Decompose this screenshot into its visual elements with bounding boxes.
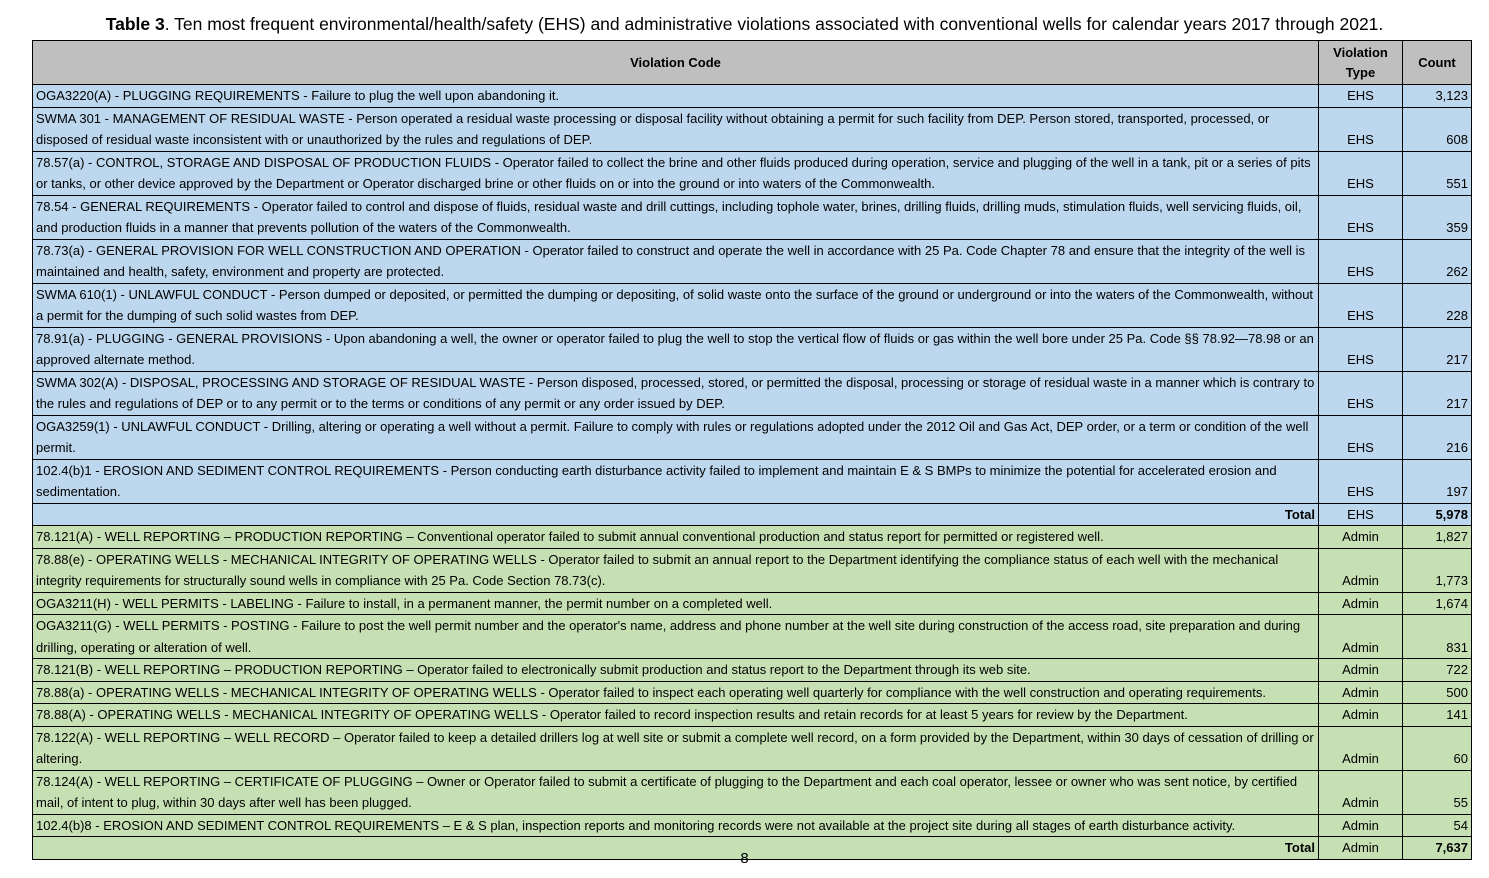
table-row: [33, 770, 1472, 814]
table-row: [33, 371, 1472, 415]
violation-code: 78.91(a) - PLUGGING - GENERAL PROVISIONS - Upon abandoning a well, the owner or operator failed to plug the well to stop the vertical flow of fluids or gas within the well bore under 25 Pa. Code §§ 78.92—78.98 or an approved alternate method.: [33, 327, 1319, 371]
violation-code: 78.121(B) - WELL REPORTING – PRODUCTION REPORTING – Operator failed to electronically submit production and status report to the Department through its web site.: [33, 659, 1319, 682]
table-row: [33, 107, 1472, 151]
table-row: [33, 85, 1472, 108]
violation-type: Admin: [1319, 548, 1403, 592]
table-row: [33, 195, 1472, 239]
violation-count: 551: [1403, 151, 1472, 195]
violation-code: 78.124(A) - WELL REPORTING – CERTIFICATE OF PLUGGING – Owner or Operator failed to submit a certificate of plugging to the Department and each coal operator, lessee or owner who was sent notice, by certified mail, of intent to plug, within 30 days after well has been plugged.: [33, 770, 1319, 814]
violation-code: OGA3220(A) - PLUGGING REQUIREMENTS - Failure to plug the well upon abandoning it.: [33, 85, 1319, 108]
violation-type: Admin: [1319, 615, 1403, 659]
violation-code: 78.73(a) - GENERAL PROVISION FOR WELL CONSTRUCTION AND OPERATION - Operator failed to construct and operate the well in accordance with 25 Pa. Code Chapter 78 and ensure that the integrity of the well is maintained and health, safety, environment and property are protected.: [33, 239, 1319, 283]
table-row: [33, 327, 1472, 371]
violation-code: OGA3211(H) - WELL PERMITS - LABELING - Failure to install, in a permanent manner, the permit number on a completed well.: [33, 592, 1319, 615]
caption-text: . Ten most frequent environmental/health/safety (EHS) and administrative violations associated with conventional wells for calendar years 2017 through 2021.: [164, 14, 1384, 34]
violation-type: EHS: [1319, 371, 1403, 415]
caption-label: Table 3: [105, 14, 165, 34]
table-row: [33, 659, 1472, 682]
violation-type: Admin: [1319, 592, 1403, 615]
violation-count: 262: [1403, 239, 1472, 283]
violation-code: 78.88(a) - OPERATING WELLS - MECHANICAL INTEGRITY OF OPERATING WELLS - Operator failed to inspect each operating well quarterly for compliance with the well construction and operating requirements.: [33, 681, 1319, 704]
violation-count: 1,827: [1403, 526, 1472, 549]
table-row: [33, 548, 1472, 592]
violation-count: 55: [1403, 770, 1472, 814]
violation-code: 78.122(A) - WELL REPORTING – WELL RECORD – Operator failed to keep a detailed drillers log at well site or submit a complete well record, on a form provided by the Department, within 30 days of cessation of drilling or altering.: [33, 726, 1319, 770]
table-row: [33, 592, 1472, 615]
violation-type: Admin: [1319, 659, 1403, 682]
violation-type: EHS: [1319, 327, 1403, 371]
violation-type: EHS: [1319, 239, 1403, 283]
violation-count: 831: [1403, 615, 1472, 659]
violation-count: 216: [1403, 415, 1472, 459]
violation-type: EHS: [1319, 459, 1403, 503]
violation-code: OGA3259(1) - UNLAWFUL CONDUCT - Drilling, altering or operating a well without a permit. Failure to comply with rules or regulations adopted under the 2012 Oil and Gas Act, DEP order, or a term or condition of the well permit.: [33, 415, 1319, 459]
table-row: [33, 415, 1472, 459]
table-row: [33, 239, 1472, 283]
header-row: [33, 41, 1472, 85]
table-row: [33, 151, 1472, 195]
total-type: Admin: [1319, 837, 1403, 860]
total-type: EHS: [1319, 503, 1403, 526]
violation-code: OGA3211(G) - WELL PERMITS - POSTING - Failure to post the well permit number and the operator's name, address and phone number at the well site during construction of the access road, site preparation and during drilling, operating or alteration of well.: [33, 615, 1319, 659]
violation-count: 1,773: [1403, 548, 1472, 592]
violation-code: 102.4(b)1 - EROSION AND SEDIMENT CONTROL REQUIREMENTS - Person conducting earth disturbance activity failed to implement and maintain E & S BMPs to minimize the potential for accelerated erosion and sedimentation.: [33, 459, 1319, 503]
violation-type: EHS: [1319, 85, 1403, 108]
violation-type: Admin: [1319, 726, 1403, 770]
total-label: Total: [33, 503, 1319, 526]
table-row: [33, 526, 1472, 549]
violation-type: Admin: [1319, 704, 1403, 727]
violation-count: 608: [1403, 107, 1472, 151]
violation-code: SWMA 610(1) - UNLAWFUL CONDUCT - Person dumped or deposited, or permitted the dumping or depositing, of solid waste onto the surface of the ground or underground or into the waters of the Commonwealth, without a permit for the dumping of such solid wastes from DEP.: [33, 283, 1319, 327]
violation-code: 78.121(A) - WELL REPORTING – PRODUCTION REPORTING – Conventional operator failed to submit annual conventional production and status report for permitted or registered well.: [33, 526, 1319, 549]
violation-count: 228: [1403, 283, 1472, 327]
violation-count: 54: [1403, 814, 1472, 837]
table-row: [33, 704, 1472, 727]
violations-table: [32, 40, 1472, 860]
table-row: [33, 814, 1472, 837]
violation-type: Admin: [1319, 770, 1403, 814]
violation-count: 141: [1403, 704, 1472, 727]
violation-count: 359: [1403, 195, 1472, 239]
violation-count: 500: [1403, 681, 1472, 704]
violation-type: EHS: [1319, 283, 1403, 327]
total-count: 5,978: [1403, 503, 1472, 526]
header-violation-type: Violation Type: [1319, 41, 1403, 85]
violation-code: 78.57(a) - CONTROL, STORAGE AND DISPOSAL OF PRODUCTION FLUIDS - Operator failed to collect the brine and other fluids produced during operation, service and plugging of the well in a tank, pit or a series of pits or tanks, or other device approved by the Department or Operator discharged brine or other fluids on or into the ground or into waters of the Commonwealth.: [33, 151, 1319, 195]
violation-type: Admin: [1319, 526, 1403, 549]
violation-count: 197: [1403, 459, 1472, 503]
table-row: [33, 459, 1472, 503]
total-label: Total: [33, 837, 1319, 860]
violation-count: 60: [1403, 726, 1472, 770]
violation-code: 78.88(A) - OPERATING WELLS - MECHANICAL INTEGRITY OF OPERATING WELLS - Operator failed to record inspection results and retain records for at least 5 years for review by the Department.: [33, 704, 1319, 727]
table-row: [33, 615, 1472, 659]
page-number: 8: [740, 850, 749, 867]
violation-type: EHS: [1319, 107, 1403, 151]
violation-type: Admin: [1319, 814, 1403, 837]
violation-code: 78.88(e) - OPERATING WELLS - MECHANICAL INTEGRITY OF OPERATING WELLS - Operator failed to submit an annual report to the Department identifying the compliance status of each well with the mechanical integrity requirements for structurally sound wells in compliance with 25 Pa. Code Section 78.73(c).: [33, 548, 1319, 592]
table-row: [33, 681, 1472, 704]
violation-code: 78.54 - GENERAL REQUIREMENTS - Operator failed to control and dispose of fluids, residual waste and drill cuttings, including tophole water, brines, drilling fluids, drilling muds, stimulation fluids, well servicing fluids, oil, and production fluids in a manner that prevents pollution of the waters of the Commonwealth.: [33, 195, 1319, 239]
header-count: Count: [1403, 41, 1472, 85]
violation-code: 102.4(b)8 - EROSION AND SEDIMENT CONTROL REQUIREMENTS – E & S plan, inspection reports and monitoring records were not available at the project site during all stages of earth disturbance activity.: [33, 814, 1319, 837]
violation-type: EHS: [1319, 415, 1403, 459]
violation-count: 3,123: [1403, 85, 1472, 108]
header-violation-code: Violation Code: [33, 41, 1319, 85]
violation-type: EHS: [1319, 151, 1403, 195]
violation-count: 1,674: [1403, 592, 1472, 615]
violation-type: EHS: [1319, 195, 1403, 239]
violation-code: SWMA 301 - MANAGEMENT OF RESIDUAL WASTE - Person operated a residual waste processing or disposal facility without obtaining a permit for such facility from DEP. Person stored, transported, processed, or disposed of residual waste inconsistent with or unauthorized by the rules and regulations of DEP.: [33, 107, 1319, 151]
table-row: [33, 726, 1472, 770]
table-caption: [0, 14, 1489, 35]
violation-code: SWMA 302(A) - DISPOSAL, PROCESSING AND STORAGE OF RESIDUAL WASTE - Person disposed, processed, stored, or permitted the disposal, processing or storage of residual waste in a manner which is contrary to the rules and regulations of DEP or to any permit or to the terms or conditions of any permit or any order issued by DEP.: [33, 371, 1319, 415]
ehs-total-row: [33, 503, 1472, 526]
table-row: [33, 283, 1472, 327]
violation-count: 722: [1403, 659, 1472, 682]
total-count: 7,637: [1403, 837, 1472, 860]
violation-count: 217: [1403, 371, 1472, 415]
violation-count: 217: [1403, 327, 1472, 371]
violation-type: Admin: [1319, 681, 1403, 704]
